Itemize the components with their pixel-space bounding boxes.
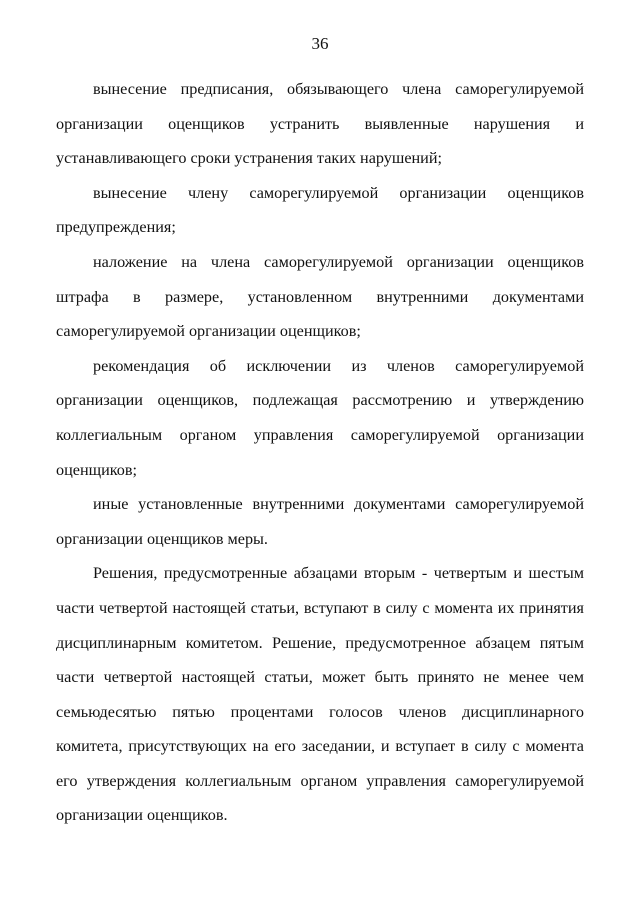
page-number: 36 (311, 34, 329, 53)
paragraph-3: наложение на члена саморегулируемой организации оценщиков штрафа в размере, установленном внутренними документами саморегулируемой организации оценщиков; (56, 252, 584, 341)
paragraph-4: рекомендация об исключении из членов саморегулируемой организации оценщиков, подлежащая рассмотрению и утверждению коллегиальным органом управления саморегулируемой организации оценщиков; (56, 356, 584, 479)
paragraph-1: вынесение предписания, обязывающего члена саморегулируемой организации оценщиков устранить выявленные нарушения и устанавливающего сроки устранения таких нарушений; (56, 80, 584, 168)
body-text (56, 72, 584, 833)
paragraph-6: Решения, предусмотренные абзацами вторым - четвертым и шестым части четвертой настоящей статьи, вступают в силу с момента их принятия дисциплинарным комитетом. Решение, предусмотренное абзацем пятым части четвертой настоящей статьи, может быть принято не менее чем семьюдесятью пятью процентами голосов членов дисциплинарного комитета, присутствующих на его заседании, и вступает в силу с момента его утверждения коллегиальным органом управления саморегулируемой организации оценщиков. (56, 564, 584, 825)
paragraph-5: иные установленные внутренними документами саморегулируемой организации оценщиков меры. (56, 495, 584, 548)
paragraph-2: вынесение члену саморегулируемой организации оценщиков предупреждения; (56, 183, 584, 237)
